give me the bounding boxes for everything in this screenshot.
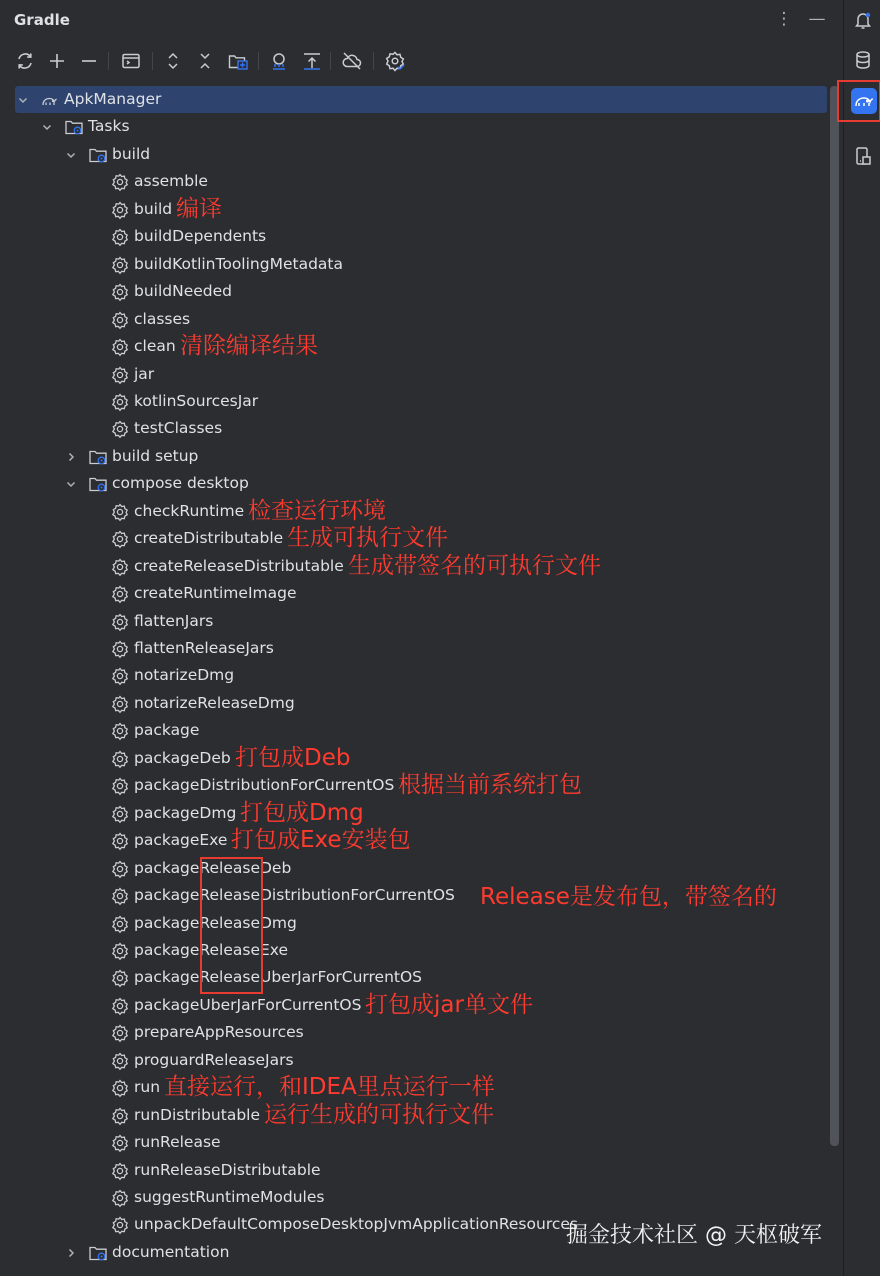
task-node[interactable] <box>0 937 830 964</box>
folder-icon <box>88 474 108 494</box>
task-node[interactable] <box>0 278 830 305</box>
gear-icon <box>110 172 130 192</box>
tree-node-label: runDistributable <box>134 1105 261 1124</box>
gradle-project-icon <box>40 90 60 110</box>
task-node[interactable] <box>0 690 830 717</box>
chevron-down-icon[interactable] <box>65 470 79 497</box>
task-node[interactable] <box>0 827 830 854</box>
tree-node-label: packageReleaseDmg <box>134 913 297 932</box>
run-task-icon[interactable] <box>120 50 142 72</box>
annotation-note: 生成可执行文件 <box>287 525 448 552</box>
tree-node-label: clean <box>134 337 176 356</box>
task-node[interactable] <box>0 855 830 882</box>
gear-icon <box>110 529 130 549</box>
tree-scrollbar[interactable] <box>830 86 839 1146</box>
task-node[interactable] <box>0 1019 830 1046</box>
tree-node-label: createReleaseDistributable <box>134 556 344 575</box>
task-node[interactable] <box>0 196 830 223</box>
gear-icon <box>110 255 130 275</box>
gear-icon <box>110 392 130 412</box>
remove-icon[interactable] <box>78 50 100 72</box>
database-icon[interactable] <box>852 49 874 71</box>
more-options-icon[interactable]: ⋮ <box>775 9 793 29</box>
tree-node-label: suggestRuntimeModules <box>134 1188 325 1206</box>
task-node[interactable] <box>0 415 830 442</box>
tree-group-node[interactable] <box>15 86 827 113</box>
gear-icon <box>110 996 130 1016</box>
tree-node-label: packageUberJarForCurrentOS <box>134 995 362 1014</box>
tree-node-label: buildNeeded <box>134 282 232 301</box>
tree-node-label: prepareAppResources <box>134 1023 304 1042</box>
tree-node-label: testClasses <box>134 419 223 438</box>
gear-icon <box>110 1188 130 1208</box>
gear-icon <box>110 200 130 220</box>
watermark-text: 掘金技术社区 @ 天枢破军 <box>566 1223 822 1248</box>
annotation-note: 清除编译结果 <box>180 333 318 360</box>
gear-icon <box>110 310 130 330</box>
tree-group-node[interactable] <box>0 141 830 168</box>
toggle-offline-icon[interactable] <box>341 50 363 72</box>
tree-node-label: compose desktop <box>112 474 249 493</box>
tree-node-label: createDistributable <box>134 529 284 548</box>
gear-icon <box>110 1023 130 1043</box>
tree-node-label: build setup <box>112 446 199 465</box>
task-node[interactable] <box>0 1102 830 1129</box>
tree-node-label: proguardReleaseJars <box>134 1050 294 1069</box>
reload-icon[interactable] <box>14 50 36 72</box>
chevron-right-icon[interactable] <box>65 443 79 470</box>
gear-icon <box>110 1106 130 1126</box>
tree-node-label: kotlinSourcesJar <box>134 391 259 410</box>
folder-icon <box>64 117 84 137</box>
release-highlight-box <box>200 857 263 994</box>
annotation-note: 检查运行环境 <box>248 497 386 524</box>
gear-icon <box>110 968 130 988</box>
tree-node-label: unpackDefaultComposeDesktopJvmApplicationResources <box>134 1215 578 1234</box>
gear-icon <box>110 1133 130 1153</box>
tree-group-node[interactable] <box>0 113 830 140</box>
task-node[interactable] <box>0 1157 830 1184</box>
add-icon[interactable] <box>46 50 68 72</box>
annotation-note: 打包成Dmg <box>240 799 364 826</box>
gradle-elephant-icon[interactable] <box>851 88 877 114</box>
tree-group-node[interactable] <box>0 443 830 470</box>
task-node[interactable] <box>0 635 830 662</box>
task-node[interactable] <box>0 992 830 1019</box>
task-node[interactable] <box>0 525 830 552</box>
gear-icon <box>110 419 130 439</box>
task-node[interactable] <box>0 1074 830 1101</box>
tree-node-label: notarizeDmg <box>134 666 235 685</box>
gear-icon <box>110 694 130 714</box>
gear-icon <box>110 337 130 357</box>
tool-window-title: Gradle <box>14 11 70 29</box>
tree-node-label: flattenJars <box>134 611 214 630</box>
tree-node-label: notarizeReleaseDmg <box>134 693 295 712</box>
task-node[interactable] <box>0 333 830 360</box>
tree-node-label: packageDmg <box>134 803 237 822</box>
gear-icon <box>110 502 130 522</box>
task-node[interactable] <box>0 251 830 278</box>
gear-icon <box>110 831 130 851</box>
toolbar-separator <box>152 52 153 70</box>
chevron-down-icon[interactable] <box>65 141 79 168</box>
gear-icon <box>110 914 130 934</box>
expand-all-icon[interactable] <box>162 50 184 72</box>
tree-node-label: classes <box>134 309 191 328</box>
gear-icon <box>110 749 130 769</box>
gear-icon <box>110 859 130 879</box>
annotation-note: 打包成Exe安装包 <box>231 827 411 854</box>
toolbar-separator <box>108 52 109 70</box>
tree-node-label: jar <box>134 364 155 383</box>
task-node[interactable] <box>0 964 830 991</box>
gear-icon <box>110 1051 130 1071</box>
tree-node-label: build <box>134 199 173 218</box>
annotation-note: 运行生成的可执行文件 <box>264 1101 494 1128</box>
gear-icon <box>110 365 130 385</box>
task-node[interactable] <box>0 745 830 772</box>
device-manager-icon[interactable] <box>852 145 874 167</box>
task-node[interactable] <box>0 223 830 250</box>
tree-node-label: Tasks <box>88 117 130 136</box>
tree-node-label: assemble <box>134 172 208 191</box>
tree-node-label: ApkManager <box>64 90 162 108</box>
tree-node-label: createRuntimeImage <box>134 584 297 603</box>
minimize-icon[interactable]: — <box>808 9 826 29</box>
annotation-note: 生成带签名的可执行文件 <box>348 552 601 579</box>
tree-node-label: runReleaseDistributable <box>134 1160 321 1179</box>
task-node[interactable] <box>0 608 830 635</box>
gear-icon <box>110 612 130 632</box>
folder-icon <box>88 145 108 165</box>
task-node[interactable] <box>0 553 830 580</box>
gear-icon <box>110 1078 130 1098</box>
release-annotation: Release是发布包，带签名的 <box>480 884 777 910</box>
task-node[interactable] <box>0 1184 830 1211</box>
gear-icon <box>110 282 130 302</box>
folder-icon <box>88 1243 108 1263</box>
tree-node-label: packageReleaseExe <box>134 940 289 959</box>
tree-node-label: documentation <box>112 1242 230 1261</box>
task-node[interactable] <box>0 717 830 744</box>
tree-node-label: package <box>134 721 200 740</box>
tree-node-label: packageReleaseUberJarForCurrentOS <box>134 968 423 987</box>
gear-icon <box>110 721 130 741</box>
analyze-dependencies-icon[interactable] <box>268 50 290 72</box>
tree-node-label: packageReleaseDistributionForCurrentOS <box>134 886 455 905</box>
gradle-toolbar <box>0 44 843 76</box>
toolbar-separator <box>258 52 259 70</box>
tree-node-label: buildKotlinToolingMetadata <box>134 254 343 273</box>
annotation-note: 编译 <box>176 195 222 222</box>
annotation-note: 直接运行，和IDEA里点运行一样 <box>164 1074 495 1101</box>
gear-icon <box>110 639 130 659</box>
task-node[interactable] <box>0 361 830 388</box>
tree-node-label: run <box>134 1078 161 1097</box>
offline-mode-icon[interactable] <box>301 50 323 72</box>
gear-icon <box>110 557 130 577</box>
right-tool-strip <box>843 0 880 1276</box>
folder-icon <box>88 447 108 467</box>
tree-node-label: flattenReleaseJars <box>134 639 274 657</box>
gear-icon <box>110 227 130 247</box>
toolbar-separator <box>373 52 374 70</box>
chevron-down-icon[interactable] <box>41 113 55 140</box>
task-node[interactable] <box>0 910 830 937</box>
task-node[interactable] <box>0 168 830 195</box>
tool-window-header <box>0 0 843 40</box>
gear-icon <box>110 1215 130 1235</box>
task-node[interactable] <box>0 772 830 799</box>
tree-node-label: packageDeb <box>134 748 231 767</box>
task-node[interactable] <box>0 1047 830 1074</box>
notifications-icon[interactable] <box>852 9 874 31</box>
task-node[interactable] <box>0 662 830 689</box>
tree-node-label: packageExe <box>134 831 228 850</box>
gear-icon <box>110 776 130 796</box>
tree-node-label: buildDependents <box>134 227 267 246</box>
gear-icon <box>110 804 130 824</box>
gear-icon <box>110 941 130 961</box>
group-modules-icon[interactable] <box>227 50 249 72</box>
gear-icon <box>110 584 130 604</box>
chevron-right-icon[interactable] <box>65 1239 79 1266</box>
tree-node-label: runRelease <box>134 1133 221 1152</box>
tree-node-label: checkRuntime <box>134 501 245 520</box>
task-node[interactable] <box>0 388 830 415</box>
gear-icon <box>110 1161 130 1181</box>
task-node[interactable] <box>0 306 830 333</box>
task-node[interactable] <box>0 1129 830 1156</box>
annotation-note: 打包成Deb <box>235 744 351 771</box>
tree-node-label: packageReleaseDeb <box>134 858 292 877</box>
gear-icon <box>110 886 130 906</box>
toolbar-separator <box>330 52 331 70</box>
task-node[interactable] <box>0 800 830 827</box>
annotation-note: 打包成jar单文件 <box>365 991 533 1018</box>
tree-group-node[interactable] <box>0 470 830 497</box>
annotation-note: 根据当前系统打包 <box>398 772 582 799</box>
chevron-down-icon[interactable] <box>17 86 31 113</box>
tree-node-label: packageDistributionForCurrentOS <box>134 776 395 795</box>
tree-node-label: build <box>112 144 151 163</box>
task-node[interactable] <box>0 498 830 525</box>
gear-icon <box>110 666 130 686</box>
collapse-all-icon[interactable] <box>194 50 216 72</box>
task-node[interactable] <box>0 580 830 607</box>
settings-icon[interactable] <box>384 50 406 72</box>
